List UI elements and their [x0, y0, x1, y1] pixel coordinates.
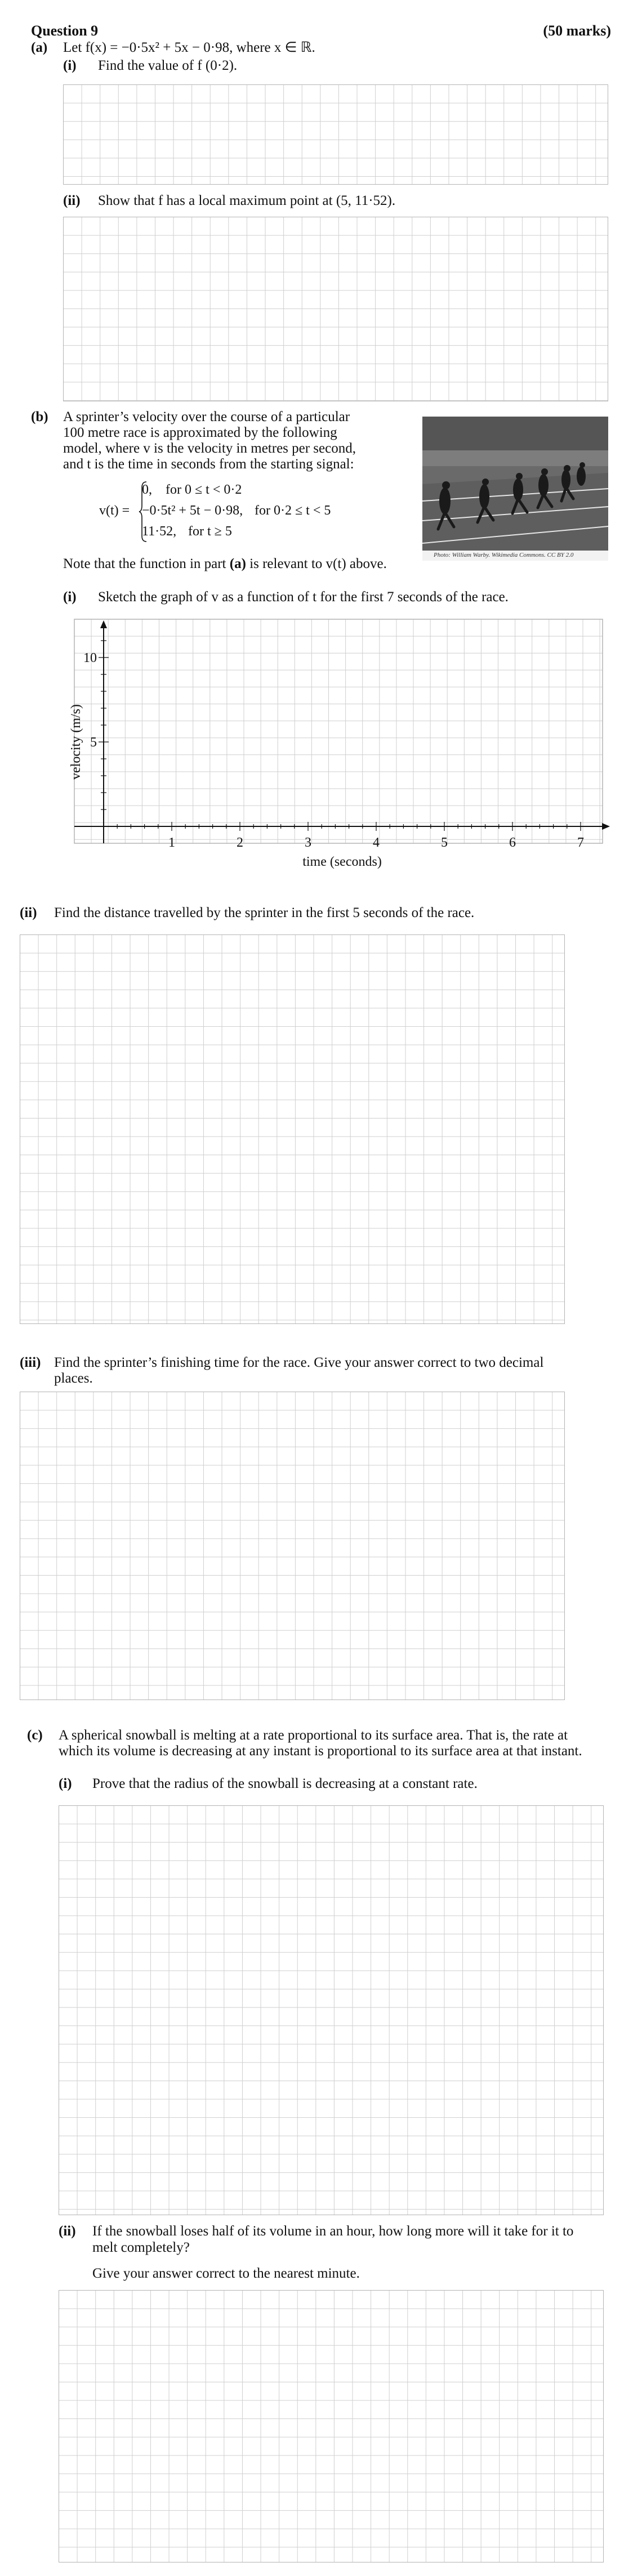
part-b-i-text: Sketch the graph of v as a function of t for the first 7 seconds of the race. [98, 589, 509, 605]
question-marks: (50 marks) [543, 23, 611, 39]
part-b-intro-2: 100 metre race is approximated by the following [63, 425, 337, 440]
part-a-i-text: Find the value of f (0·2). [98, 58, 238, 73]
part-a-i-label: (i) [63, 58, 77, 73]
question-title: Question 9 [31, 23, 99, 39]
part-c-i-text: Prove that the radius of the snowball is decreasing at a constant rate. [92, 1776, 478, 1791]
part-b-label: (b) [31, 409, 48, 424]
x-tick-label: 3 [305, 835, 311, 850]
part-c-ii-label: (ii) [59, 2224, 76, 2239]
part-c-label: (c) [27, 1728, 43, 1743]
y-tick-label: 10 [83, 651, 97, 665]
part-b-iii-line2: places. [54, 1371, 93, 1386]
answer-grid-a-i[interactable] [63, 84, 608, 185]
part-b-i-label: (i) [63, 589, 77, 605]
part-b-note: Note that the function in part (a) is relevant to v(t) above. [63, 556, 387, 571]
part-a-label: (a) [31, 40, 48, 55]
y-tick-label: 5 [90, 735, 97, 750]
x-axis-arrow [602, 823, 610, 830]
part-a-statement: Let f(x) = −0·5x² + 5x − 0·98, where x ∈ ℝ. [63, 40, 315, 55]
x-tick-label: 6 [509, 835, 516, 850]
graph-grid [74, 619, 603, 843]
part-b-intro-4: and t is the time in seconds from the starting signal: [63, 457, 354, 472]
part-c-ii-line2: melt completely? [92, 2240, 190, 2255]
y-axis-label: velocity (m/s) [69, 704, 83, 780]
part-b-intro-3: model, where v is the velocity in metres per second, [63, 441, 356, 456]
x-tick-label: 1 [168, 835, 175, 850]
x-tick-label: 2 [237, 835, 243, 850]
piece-3-cond: for t ≥ 5 [188, 524, 232, 539]
part-b-iii-label: (iii) [20, 1355, 41, 1370]
part-c-ii-line1: If the snowball loses half of its volume in an hour, how long more will it take for it to [92, 2224, 574, 2239]
part-b-ii-text: Find the distance travelled by the sprinter in the first 5 seconds of the race. [54, 905, 475, 920]
function-lhs: v(t) = [99, 503, 130, 518]
y-axis-arrow [100, 620, 107, 628]
piece-1-cond: for 0 ≤ t < 0·2 [166, 482, 242, 497]
piece-3-expr: 11·52, [142, 524, 177, 539]
graph-ticks [83, 641, 584, 850]
answer-grid-c-i[interactable] [59, 1805, 604, 2215]
graph-axes [74, 620, 610, 843]
race-photo [422, 417, 608, 561]
part-b-iii-line1: Find the sprinter’s finishing time for the race. Give your answer correct to two decimal [54, 1355, 544, 1370]
part-c-ii-line3: Give your answer correct to the nearest minute. [92, 2266, 360, 2281]
part-c-line2: which its volume is decreasing at any instant is proportional to its surface area at that instant. [59, 1743, 582, 1759]
x-tick-label: 4 [373, 835, 380, 850]
part-b-intro-1: A sprinter’s velocity over the course of a particular [63, 409, 350, 424]
grid-border [74, 619, 603, 843]
x-tick-label: 7 [577, 835, 584, 850]
piece-2-expr: −0·5t² + 5t − 0·98, [142, 503, 243, 518]
part-b-ii-label: (ii) [20, 905, 37, 920]
velocity-time-graph[interactable] [62, 612, 613, 883]
answer-grid-b-iii[interactable] [20, 1392, 565, 1700]
answer-grid-b-ii[interactable] [20, 934, 565, 1324]
x-axis-label: time (seconds) [302, 855, 382, 869]
answer-grid-c-ii[interactable] [59, 2290, 604, 2562]
photo-caption: Photo: William Warby. Wikimedia Commons. CC BY 2.0 [434, 552, 574, 558]
piece-1-expr: 0, [142, 482, 152, 497]
part-a-ii-text: Show that f has a local maximum point at (5, 11·52). [98, 193, 396, 208]
part-c-i-label: (i) [59, 1776, 72, 1791]
piece-2-cond: for 0·2 ≤ t < 5 [255, 503, 331, 518]
part-c-line1: A spherical snowball is melting at a rate proportional to its surface area. That is, the rate at [59, 1728, 568, 1743]
x-tick-label: 5 [441, 835, 448, 850]
part-a-ii-label: (ii) [63, 193, 81, 208]
answer-grid-a-ii[interactable] [63, 217, 608, 401]
